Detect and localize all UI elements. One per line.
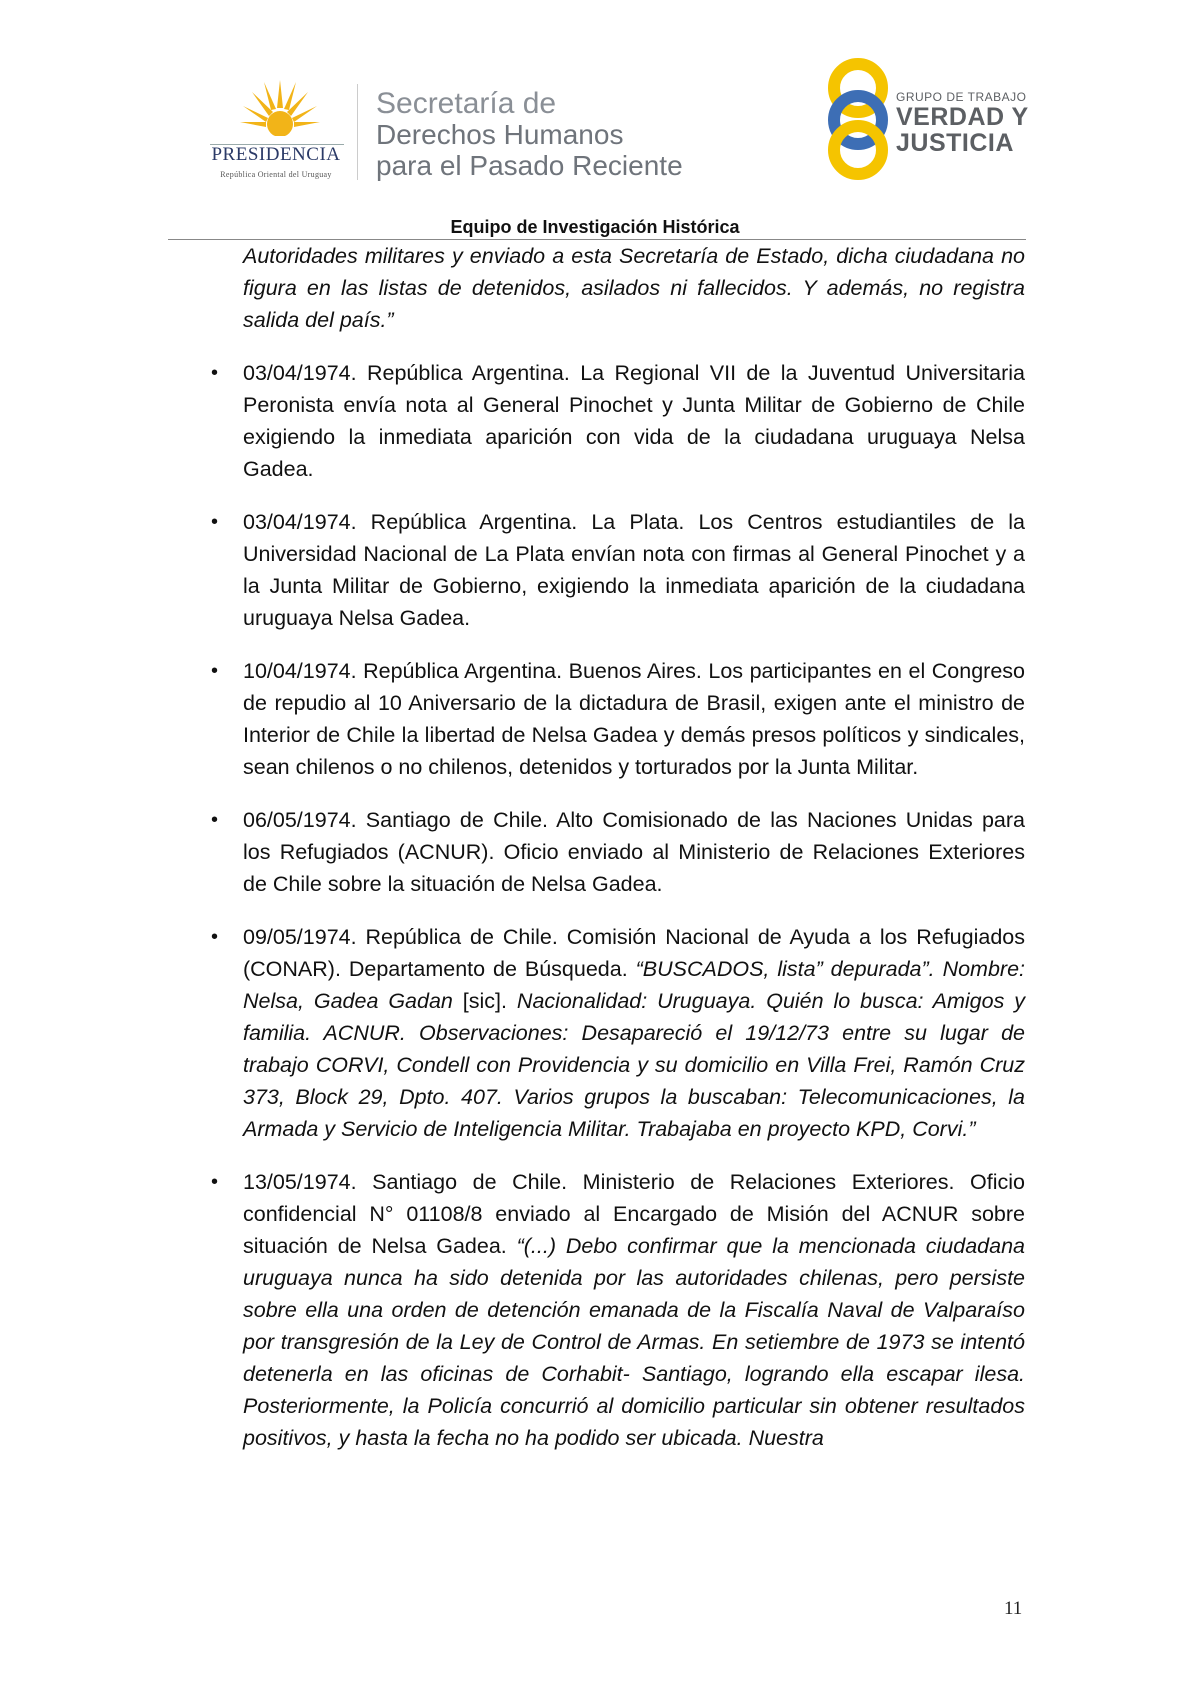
team-title: Equipo de Investigación Histórica <box>450 217 740 237</box>
secretaria-logo-text <box>376 88 683 181</box>
list-item <box>211 655 1025 783</box>
item-text: 06/05/1974. Santiago de Chile. Alto Comisionado de las Naciones Unidas para los Refugiados (ACNUR). Oficio enviado al Ministerio de Relaciones Exteriores de Chile sobre la situación de Nelsa Gadea. <box>243 808 1025 896</box>
item-text <box>243 921 1025 1145</box>
bullet-icon: • <box>211 362 219 384</box>
logo-separator <box>357 84 358 180</box>
secretaria-line-3: para el Pasado Reciente <box>376 149 683 181</box>
bullet-icon: • <box>211 511 219 533</box>
list-item <box>211 357 1025 485</box>
bullet-icon: • <box>211 926 219 948</box>
item-text: 10/04/1974. República Argentina. Buenos Aires. Los participantes en el Congreso de repudio al 10 Aniversario de la dictadura de Brasil, exigen ante el ministro de Interior de Chile la libertad de Nelsa Gadea y demás presos políticos y sindicales, sean chilenos o no chilenos, detenidos y torturados por la Junta Militar. <box>243 659 1025 779</box>
item-quote: “(...) Debo confirmar que la mencionada ciudadana uruguaya nunca ha sido detenida por las autoridades chilenas, pero persiste sobre ella una orden de detención emanada de la Fiscalía Naval de Valparaíso por transgresión de la Ley de Control de Armas. En setiembre de 1973 se intentó detenerla en las oficinas de Corhabit- Santiago, logrando ella escapar ilesa. Posteriormente, la Policía concurrió al domicilio particular sin obtener resultados positivos, y hasta la fecha no ha podido ser ubicada. Nuestra <box>243 1234 1025 1450</box>
grupo-trabajo-logo <box>818 56 1038 186</box>
list-item <box>211 921 1026 1145</box>
list-item <box>211 506 1025 634</box>
item-quote: “BUSCADOS, lista” depurada”. Nombre: Nelsa, Gadea Gadan <box>243 957 1026 1013</box>
rings-icon <box>818 56 898 182</box>
list-item <box>211 1166 1025 1454</box>
list-item <box>211 804 1025 900</box>
item-plain-text: 13/05/1974. Santiago de Chile. Ministerio de Relaciones Exteriores. Oficio confidencial N° 01108/8 enviado al Encargado de Misión del ACNUR sobre situación de Nelsa Gadea. <box>243 1170 1025 1258</box>
secretaria-line-1: Secretaría de <box>376 87 557 120</box>
item-plain-text: 09/05/1974. República de Chile. Comisión Nacional de Ayuda a los Refugiados (CONAR). Departamento de Búsqueda. <box>243 925 1025 981</box>
document-body <box>211 240 1026 1454</box>
grupo-trabajo-text <box>896 90 1029 157</box>
item-text <box>243 1166 1025 1454</box>
bullet-icon: • <box>211 809 219 831</box>
continuation-text: Autoridades militares y enviado a esta Secretaría de Estado, dicha ciudadana no figura en las listas de detenidos, asilados ni fallecidos. Y además, no registra salida del país.” <box>243 244 1025 332</box>
page-header <box>0 0 1190 250</box>
item-sic: [sic]. <box>452 989 517 1013</box>
continuation-paragraph <box>243 240 1025 336</box>
grupo-small-label: GRUPO DE TRABAJO <box>896 90 1027 104</box>
sun-icon <box>240 78 320 150</box>
grupo-big-label-2: JUSTICIA <box>896 129 1014 158</box>
presidencia-subtitle: República Oriental del Uruguay <box>220 170 332 179</box>
page-number: 11 <box>1004 1598 1023 1619</box>
bullet-icon: • <box>211 1171 219 1193</box>
presidencia-logo <box>196 78 356 178</box>
bullet-icon: • <box>211 660 219 682</box>
item-quote: Nacionalidad: Uruguaya. Quién lo busca: Amigos y familia. ACNUR. Observaciones: Desapareció el 19/12/73 entre su lugar de trabajo CORVI, Condell con Providencia y su domicilio en Villa Frei, Ramón Cruz 373, Block 29, Dpto. 407. Varios grupos la buscaban: Telecomunicaciones, la Armada y Servicio de Inteligencia Militar. Trabajaba en proyecto KPD, Corvi.” <box>243 989 1025 1141</box>
secretaria-line-2: Derechos Humanos <box>376 119 624 151</box>
item-text: 03/04/1974. República Argentina. La Regional VII de la Juventud Universitaria Peronista envía nota al General Pinochet y Junta Militar de Gobierno de Chile exigiendo la inmediata aparición con vida de la ciudadana uruguaya Nelsa Gadea. <box>243 361 1025 481</box>
presidencia-name: PRESIDENCIA <box>211 144 341 165</box>
item-text: 03/04/1974. República Argentina. La Plata. Los Centros estudiantiles de la Universidad Nacional de La Plata envían nota con firmas al General Pinochet y a la Junta Militar de Gobierno, exigiendo la inmediata aparición de la ciudadana uruguaya Nelsa Gadea. <box>243 510 1025 630</box>
grupo-big-label-1: VERDAD Y <box>896 103 1029 131</box>
